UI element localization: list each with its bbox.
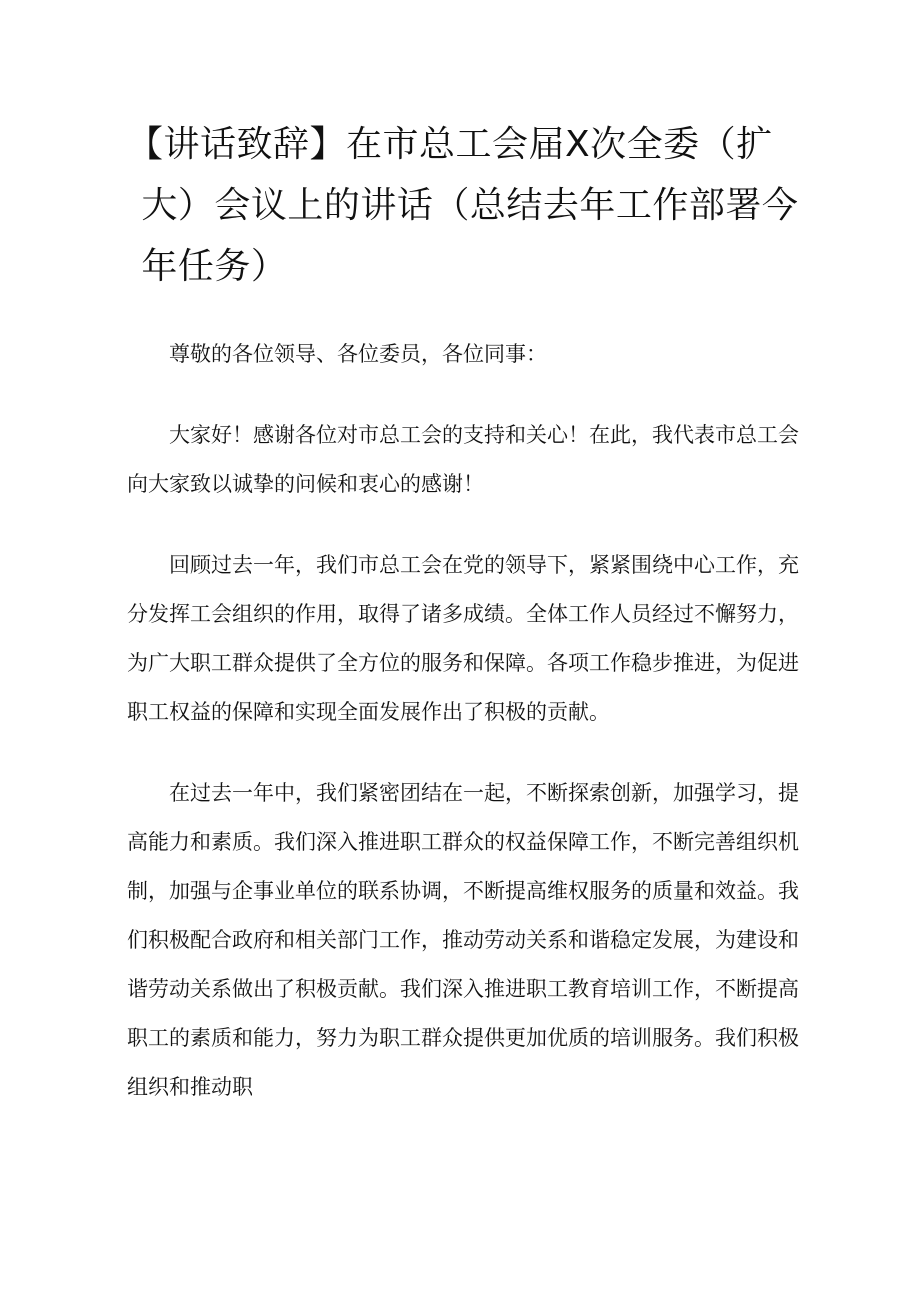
achievements-paragraph: 在过去一年中，我们紧密团结在一起，不断探索创新，加强学习，提高能力和素质。我们深入推进职工群众的权益保障工作，不断完善组织机制，加强与企事业单位的联系协调，不断提高维权服务的质量和效益。我们积极配合政府和相关部门工作，推动劳动关系和谐稳定发展，为建设和谐劳动关系做出了积极贡献。我们深入推进职工教育培训工作，不断提高职工的素质和能力，努力为职工群众提供更加优质的培训服务。我们积极组织和推动职 [127, 781, 799, 1099]
review-paragraph: 回顾过去一年，我们市总工会在党的领导下，紧紧围绕中心工作，充分发挥工会组织的作用，取得了诸多成绩。全体工作人员经过不懈努力，为广大职工群众提供了全方位的服务和保障。各项工作稳步推进，为促进职工权益的保障和实现全面发展作出了积极的贡献。 [127, 553, 799, 724]
salutation-paragraph: 尊敬的各位领导、各位委员，各位同事： [169, 342, 547, 366]
document-title: 【讲话致辞】在市总工会届X次全委（扩大）会议上的讲话（总结去年工作部署今年任务） [127, 124, 799, 287]
greeting-paragraph: 大家好！感谢各位对市总工会的支持和关心！在此，我代表市总工会向大家致以诚挚的问候和衷心的感谢！ [127, 423, 799, 496]
